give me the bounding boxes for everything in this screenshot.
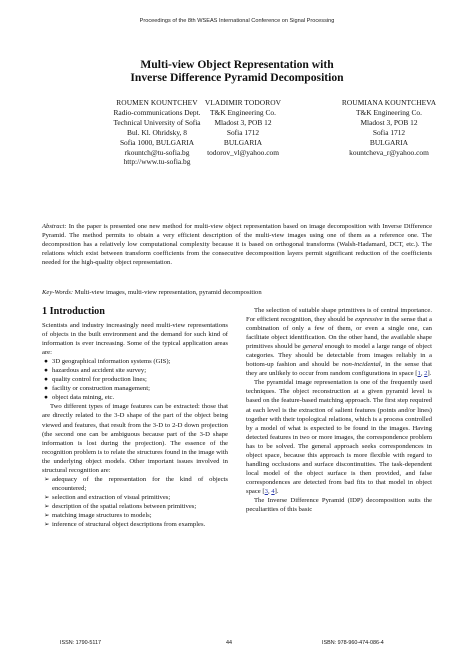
author-address: BULGARIA <box>223 137 263 147</box>
author-address: Sofia 1712 <box>226 127 260 137</box>
reference-link[interactable]: 1 <box>417 370 421 378</box>
list-item: ➢ adequacy of the representation for the kind of objects encountered; <box>44 475 228 492</box>
intro-paragraph-2: Two different types of image features can be extracted: those that are directly related to the 3-D shape of the part of the object being viewed and features, that result from the 3-D to 2-D down projection (the second one can be ambiguous because part of the 3-D shape information is lost during the projection). The essence of the recognition problem is to relate the structures found in the image with the underlying object models. Other important issues involved in structural recognition are: <box>42 403 228 474</box>
abstract-text: In the paper is presented one new method for multi-view object representation based on image decomposition with Inverse Difference Pyramid. The method permits to obtain a very efficient description of the multi-view images using one of them as a reference one. The decomposition has a relatively low computational complexity because it is based on orthogonal transforms (Walsh-Hadamard, DCT, etc.). The relations which exist between transform coefficients from the consecutive decomposition layers permit significant reduction of the coefficients needed for the high-quality object representation. <box>42 223 432 267</box>
author-block-2 <box>178 98 308 157</box>
author-block-3 <box>324 98 454 157</box>
author-address: Sofia 1712 <box>372 127 406 137</box>
author-email[interactable]: kountcheva_r@yahoo.com <box>349 147 429 157</box>
arrow-bullet-icon: ➢ <box>44 511 50 519</box>
list-item: ● object data mining, etc. <box>44 394 115 402</box>
keywords-text: Multi-view images, multi-view representation, pyramid decomposition <box>73 289 262 296</box>
author-address: BULGARIA <box>369 137 409 147</box>
reference-link[interactable]: 3 <box>264 487 268 495</box>
bullet-icon: ● <box>44 385 49 393</box>
arrow-bullet-icon: ➢ <box>44 502 50 510</box>
author-affiliation: T&K Engineering Co. <box>210 107 276 117</box>
list-item: ● 3D geographical information systems (GIS); <box>44 358 171 366</box>
body-paragraph: The Inverse Difference Pyramid (IDP) decomposition suits the peculiarities of this basic <box>246 496 432 514</box>
bullet-icon: ● <box>44 376 49 384</box>
paper-title <box>30 58 444 85</box>
bullet-icon: ● <box>44 358 49 366</box>
title-line-1: Multi-view Object Representation with <box>140 58 334 71</box>
author-email[interactable]: rkountch@tu-sofia.bg <box>124 147 190 157</box>
list-item: ● hazardous and accident site survey; <box>44 367 147 375</box>
footer-issn: ISSN: 1790-5117 <box>60 640 101 646</box>
author-affiliation: Technical University of Sofia <box>113 117 201 127</box>
list-item: ➢ inference of structural object descriptions from examples. <box>44 521 206 529</box>
conference-header: Proceedings of the 8th WSEAS International Conference on Signal Processing <box>139 18 335 24</box>
arrow-bullet-icon: ➢ <box>44 475 50 483</box>
author-website[interactable]: http://www.tu-sofia.bg <box>123 157 191 167</box>
author-name: ROUMEN KOUNTCHEV <box>116 98 198 107</box>
body-paragraph: The pyramidal image representation is one of the frequently used techniques. The object reconstruction at a given pyramid level is based on the feature-based matching approach. The first step required at each level is the extraction of salient features (points and/or lines) together with their topological relations, which is a process controlled by a model of what is expected to be found in the images. Having detected features in two or more images, the correspondence problem has to be solved. The general approach seeks correspondences in object space, because this approach is more flexible with regard to handling occlusions and surface discontinuities. The task-dependent local model of the object surface is then provided, and false correspondences are detected from bad fits to that model in object space [3, 4]. <box>246 379 432 495</box>
arrow-bullet-icon: ➢ <box>44 521 50 529</box>
list-item: ➢ selection and extraction of visual primitives; <box>44 493 171 501</box>
reference-link[interactable]: 4 <box>271 487 275 495</box>
author-address: Bul. Kl. Ohridsky, 8 <box>127 127 187 137</box>
author-address: Mladost 3, POB 12 <box>360 117 418 127</box>
right-column <box>246 306 432 514</box>
author-email[interactable]: todorov_vl@yahoo.com <box>207 147 279 157</box>
keywords-label: Key-Words: <box>42 289 74 296</box>
author-address: Mladost 3, POB 12 <box>214 117 272 127</box>
body-paragraph: The selection of suitable shape primitives is of central importance. For efficient recognition, they should be expressive in the sense that a combination of only a few of them, or even a single one, can facilitate object identification. On the other hand, the available shape primitives should be general enough to model a large range of object categories. They should be detectable from images reliably in a bottom-up fashion and should be non-incidental, in the sense that they are unlikely to occur from random configurations in space [1, 2]. <box>246 307 433 378</box>
abstract <box>42 222 432 267</box>
title-line-2: Inverse Difference Pyramid Decomposition <box>130 71 344 85</box>
list-item: ➢ matching image structures to models; <box>44 511 152 519</box>
keywords <box>42 288 432 297</box>
author-address: Sofia 1000, BULGARIA <box>119 137 195 147</box>
author-affiliation: T&K Engineering Co. <box>356 107 422 117</box>
bullet-icon: ● <box>44 367 49 375</box>
author-name: ROUMIANA KOUNTCHEVA <box>341 98 437 107</box>
issues-list <box>42 475 228 529</box>
author-name: VLADIMIR TODOROV <box>204 98 282 107</box>
abstract-label: Abstract: <box>42 223 67 230</box>
reference-link[interactable]: 2 <box>424 370 428 378</box>
intro-paragraph-1: Scientists and industry increasingly need multi-view representations of objects in the built environment and the demand for such kind of information is ever increasing. Some of the typical application areas are: <box>42 322 228 357</box>
application-list <box>42 357 228 402</box>
arrow-bullet-icon: ➢ <box>44 493 50 501</box>
list-item: ● facility or construction management; <box>44 385 150 393</box>
author-affiliation: Radio-communications Dept. <box>113 107 201 117</box>
left-column <box>42 321 228 529</box>
page-number: 44 <box>226 640 232 646</box>
footer-isbn: ISBN: 978-960-474-086-4 <box>322 640 384 646</box>
section-title: 1 Introduction <box>42 306 105 317</box>
bullet-icon: ● <box>44 394 49 402</box>
list-item: ➢ description of the spatial relations between primitives; <box>44 502 197 510</box>
list-item: ● quality control for production lines; <box>44 376 147 384</box>
